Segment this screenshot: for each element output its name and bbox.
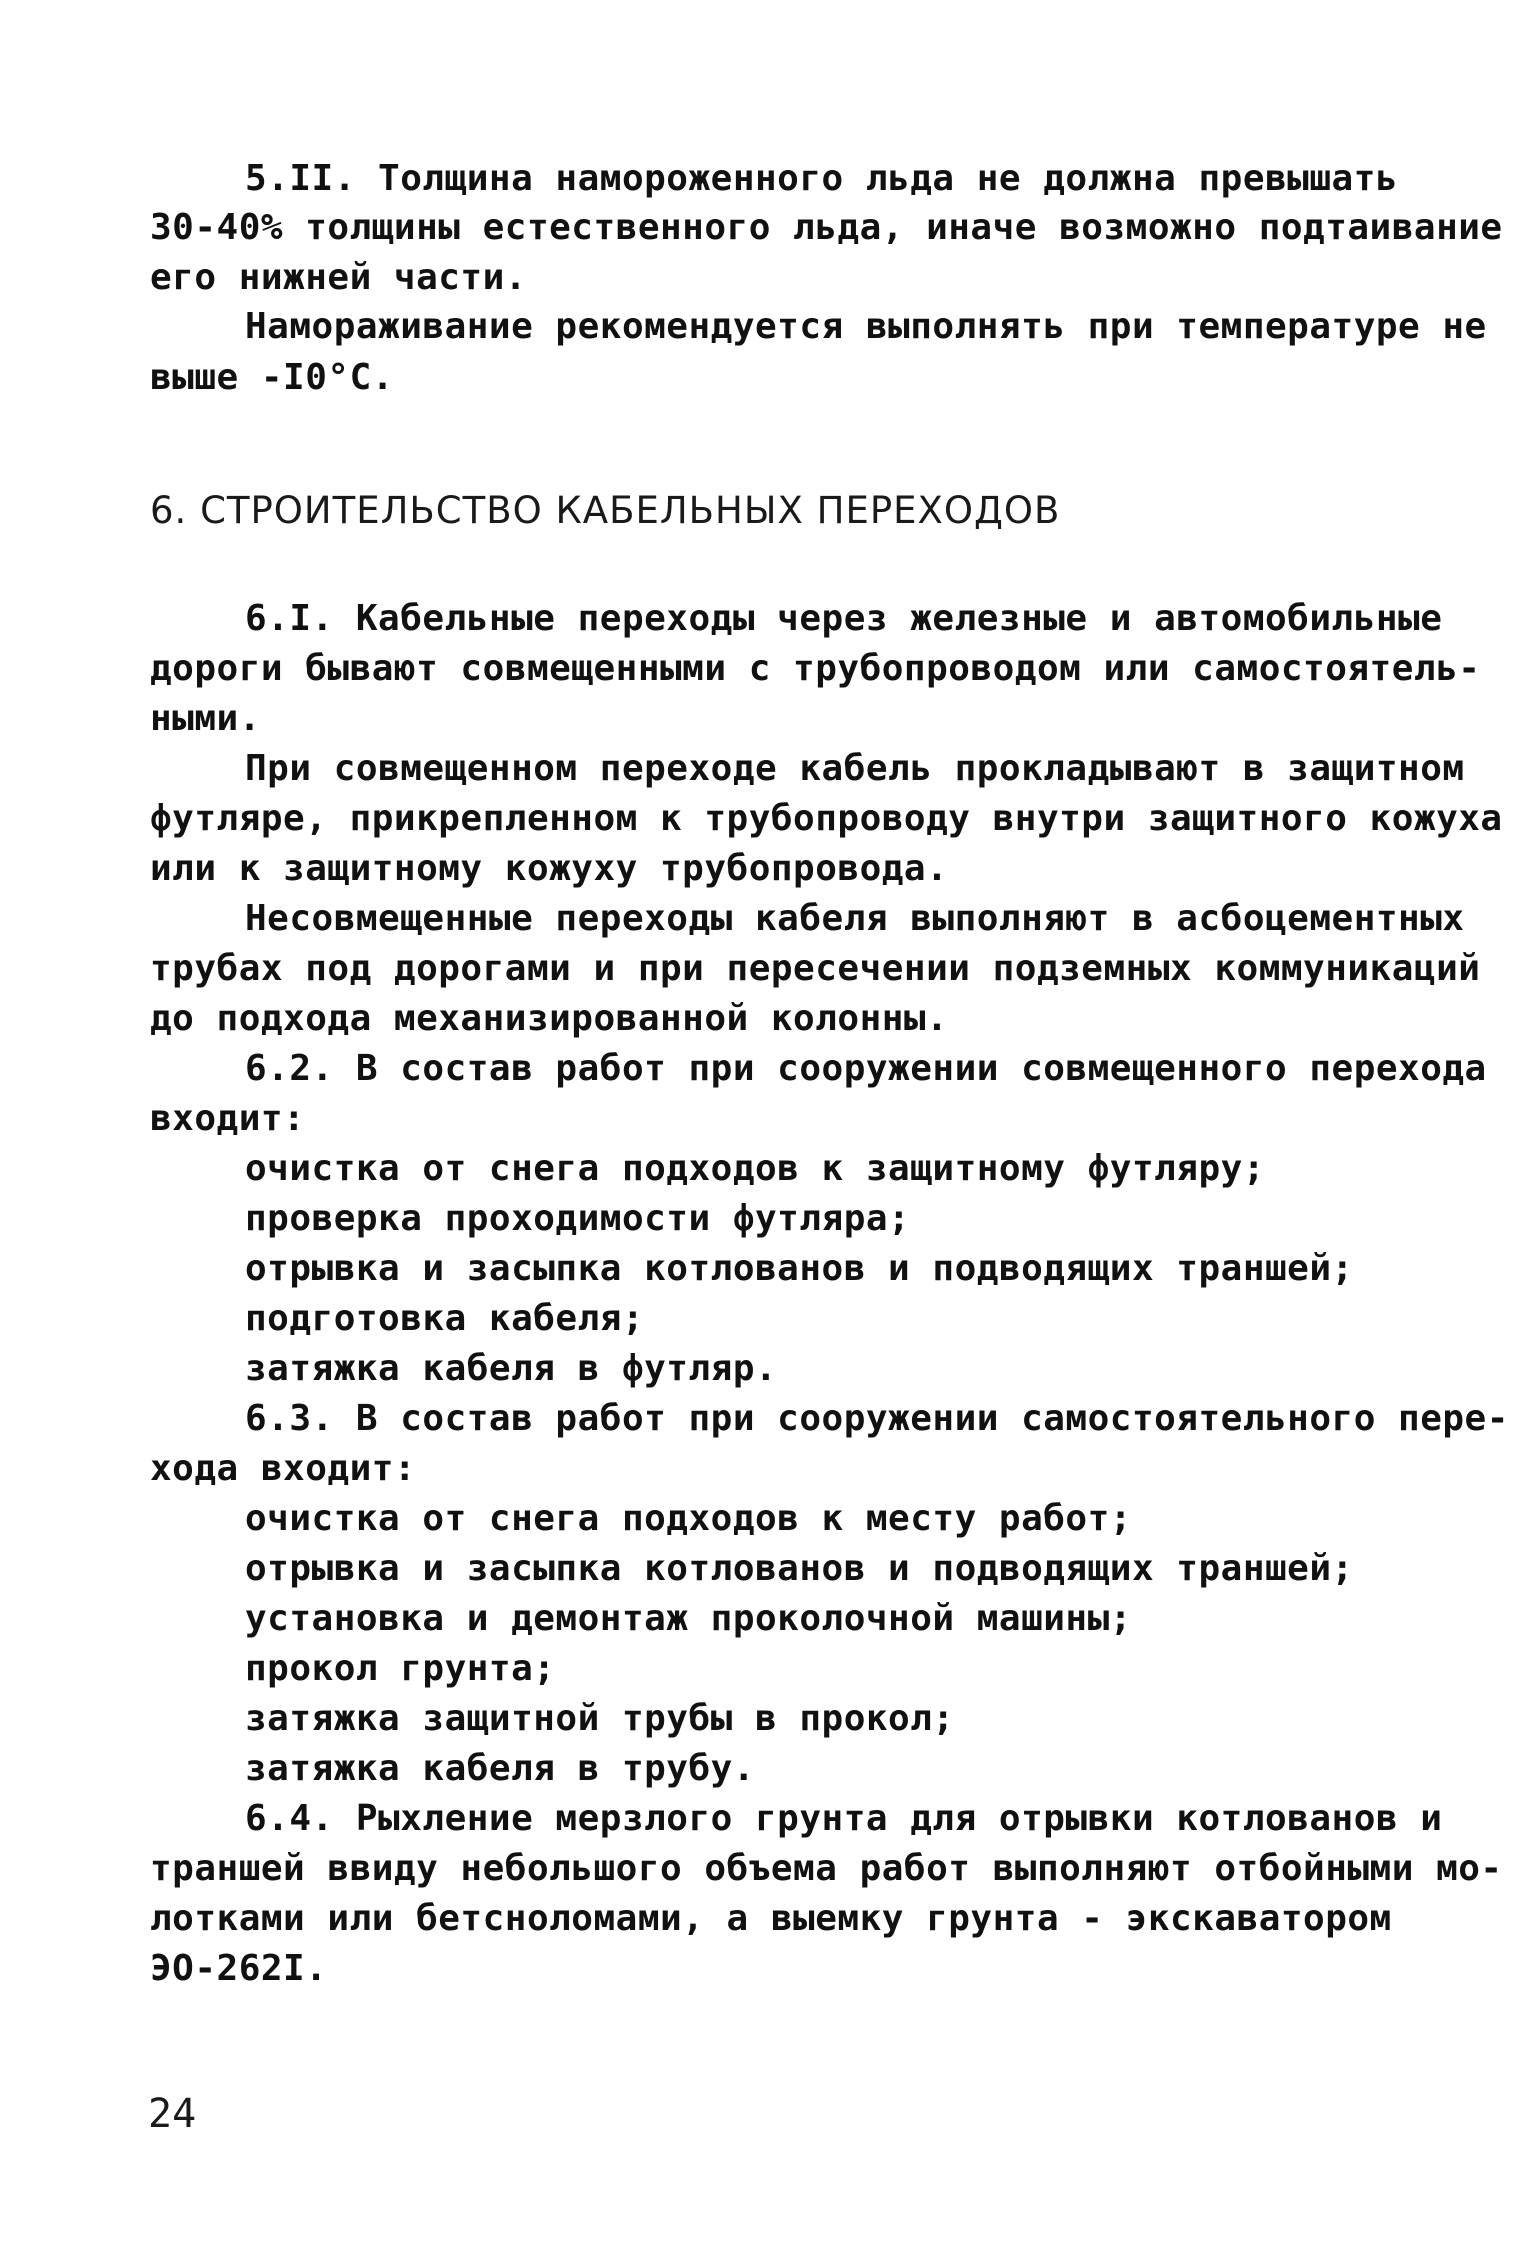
list-item: очистка от снега подходов к защитному футляру;: [245, 1148, 1265, 1189]
section-heading: 6. СТРОИТЕЛЬСТВО КАБЕЛЬНЫХ ПЕРЕХОДОВ: [150, 489, 1061, 532]
paragraph-line: трубах под дорогами и при пересечении подземных коммуникаций: [150, 948, 1481, 989]
paragraph-line: 6.I. Кабельные переходы через железные и автомобильные: [245, 598, 1443, 639]
list-item: отрывка и засыпка котлованов и подводящих траншей;: [245, 1548, 1354, 1589]
paragraph-line: ЭО-262I.: [150, 1948, 328, 1989]
paragraph-line: лотками или бетсноломами, а выемку грунта - экскаватором: [150, 1898, 1392, 1939]
paragraph-line: футляре, прикрепленном к трубопроводу внутри защитного кожуха: [150, 798, 1503, 839]
paragraph-line: его нижней части.: [150, 257, 527, 298]
paragraph-line: хода входит:: [150, 1448, 417, 1489]
list-item: подготовка кабеля;: [245, 1298, 645, 1339]
paragraph-line: дороги бывают совмещенными с трубопроводом или самостоятель-: [150, 648, 1481, 689]
paragraph-line: входит:: [150, 1098, 306, 1139]
paragraph-line: ными.: [150, 698, 261, 739]
list-item: очистка от снега подходов к месту работ;: [245, 1498, 1132, 1539]
paragraph-line: 6.3. В состав работ при сооружении самостоятельного пере-: [245, 1398, 1509, 1439]
paragraph-line: Несовмещенные переходы кабеля выполняют в асбоцементных: [245, 898, 1465, 939]
paragraph-line: 6.2. В состав работ при сооружении совмещенного перехода: [245, 1048, 1487, 1089]
list-item: затяжка кабеля в трубу.: [245, 1748, 755, 1789]
list-item: отрывка и засыпка котлованов и подводящих траншей;: [245, 1248, 1354, 1289]
page-number: 24: [148, 2091, 197, 2137]
paragraph-line: или к защитному кожуху трубопровода.: [150, 848, 949, 889]
paragraph-line: 30-40% толщины естественного льда, иначе возможно подтаивание: [150, 207, 1503, 248]
paragraph-line: Намораживание рекомендуется выполнять при температуре не: [245, 306, 1487, 347]
paragraph-line: выше -I0°C.: [150, 357, 394, 398]
paragraph-line: траншей ввиду небольшого объема работ выполняют отбойными мо-: [150, 1848, 1503, 1889]
list-item: прокол грунта;: [245, 1648, 556, 1689]
paragraph-line: При совмещенном переходе кабель прокладывают в защитном: [245, 748, 1465, 789]
list-item: затяжка кабеля в футляр.: [245, 1348, 778, 1389]
list-item: проверка проходимости футляра;: [245, 1198, 911, 1239]
list-item: установка и демонтаж проколочной машины;: [245, 1598, 1132, 1639]
paragraph-line: до подхода механизированной колонны.: [150, 998, 949, 1039]
paragraph-line: 5.II. Толщина намороженного льда не должна превышать: [245, 158, 1399, 199]
paragraph-line: 6.4. Рыхление мерзлого грунта для отрывки котлованов и: [245, 1798, 1443, 1839]
list-item: затяжка защитной трубы в прокол;: [245, 1698, 955, 1739]
